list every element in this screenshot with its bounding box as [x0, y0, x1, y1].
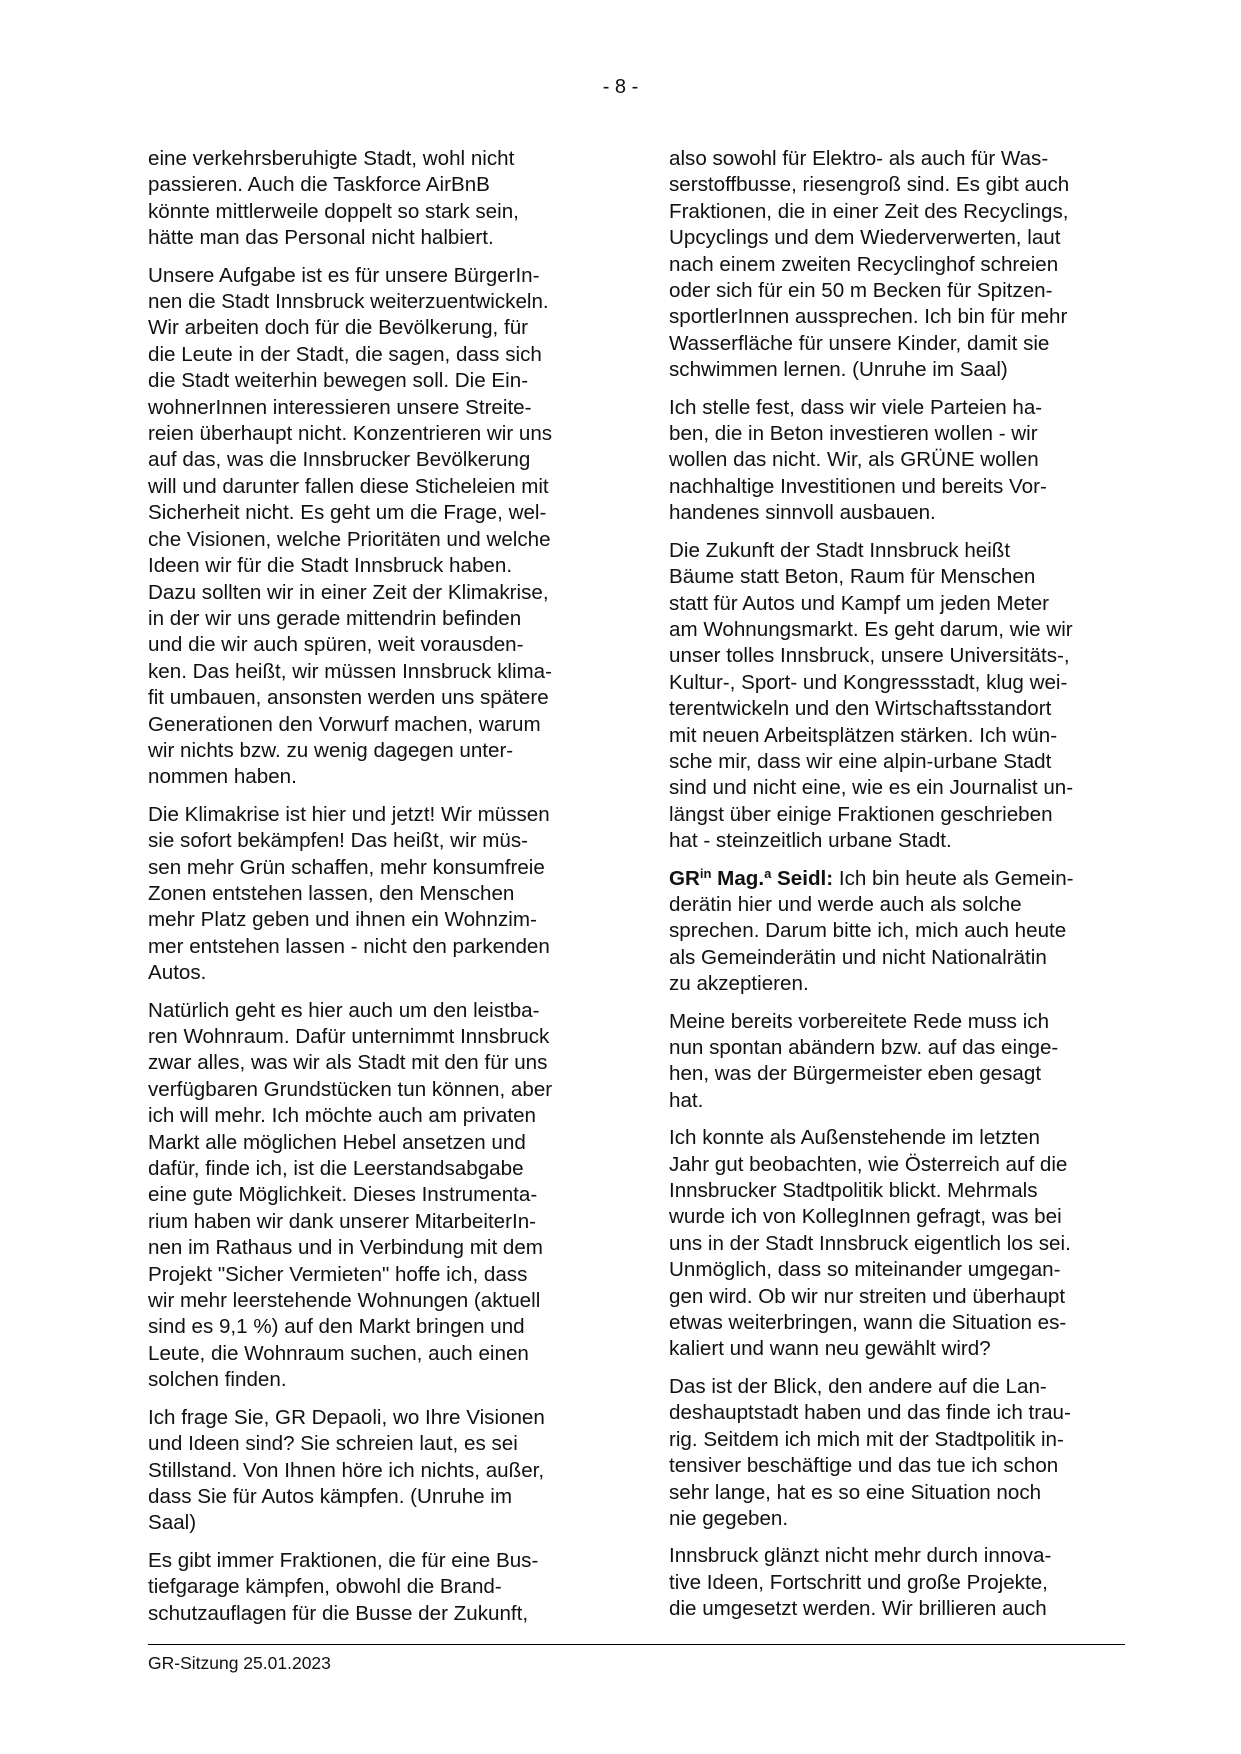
paragraph: also sowohl für Elektro- als auch für Was- serstoffbusse, riesengroß sind. Es gibt auch Fraktionen, die in einer Zeit des Recyclings, Upcyclings und dem Wiederverwerten, laut nach einem zweiten Recyclinghof schreien oder sich für ein 50 m Becken für Spitzen- sportlerInnen aussprechen. Ich bin für mehr Wasserfläche für unsere Kinder, damit sie schwimmen lernen. (Unruhe im Saal)	[669, 147, 1070, 382]
paragraph: Ich frage Sie, GR Depaoli, wo Ihre Visionen und Ideen sind? Sie schreien laut, es sei Stillstand. Von Ihnen höre ich nichts, außer, dass Sie für Autos kämpfen. (Unruhe im Saal)	[148, 1405, 545, 1535]
paragraph: Meine bereits vorbereitete Rede muss ich nun spontan abändern bzw. auf das einge- hen, was der Bürgermeister eben gesagt hat.	[669, 1009, 1059, 1112]
speaker-name: Seidl:	[771, 866, 834, 890]
paragraph: Das ist der Blick, den andere auf die Lan- deshauptstadt haben und das finde ich trau- rig. Seitdem ich mich mit der Stadtpolitik in- tensiver beschäftige und das tue ich schon sehr lange, hat es so eine Situation noch nie gegeben.	[669, 1374, 1071, 1530]
speaker-title-sup: a	[764, 865, 772, 881]
right-column	[669, 146, 1131, 1634]
page-number: - 8 -	[602, 76, 639, 98]
speaker-title: Mag.	[711, 866, 765, 890]
paragraph: Unsere Aufgabe ist es für unsere BürgerIn- nen die Stadt Innsbruck weiterzuentwickeln. Wir arbeiten doch für die Bevölkerung, für die Leute in der Stadt, die sagen, dass sich die Stadt weiterhin bewegen soll. Die Ein- wohnerInnen interessieren unsere Streite- reien überhaupt nicht. Konzentrieren wir uns auf das, was die Innsbrucker Bevölkerung will und darunter fallen diese Sticheleien mit Sicherheit nicht. Es geht um die Frage, wel- che Visionen, welche Prioritäten und welche Ideen wir für die Stadt Innsbruck haben. Dazu sollten wir in einer Zeit der Klimakrise, in der wir uns gerade mittendrin befinden und die wir auch spüren, weit vorausden- ken. Das heißt, wir müssen Innsbruck klima- fit umbauen, ansonsten werden uns spätere Generationen den Vorwurf machen, warum wir nichts bzw. zu wenig dagegen unter- nommen haben.	[148, 263, 553, 789]
paragraph: Es gibt immer Fraktionen, die für eine Bus- tiefgarage kämpfen, obwohl die Brand- schutzauflagen für die Busse der Zukunft,	[148, 1548, 539, 1625]
footer-divider	[148, 1644, 1125, 1645]
speaker-label	[669, 867, 833, 890]
paragraph: Natürlich geht es hier auch um den leistba- ren Wohnraum. Dafür unternimmt Innsbruck zwar alles, was wir als Stadt mit den für uns verfügbaren Grundstücken tun können, aber ich will mehr. Ich möchte auch am privaten Markt alle möglichen Hebel ansetzen und dafür, finde ich, ist die Leerstandsabgabe eine gute Möglichkeit. Dieses Instrumenta- rium haben wir dank unserer MitarbeiterIn- nen im Rathaus und in Verbindung mit dem Projekt "Sicher Vermieten" hoffe ich, dass wir mehr leerstehende Wohnungen (aktuell sind es 9,1 %) auf den Markt bringen und Leute, die Wohnraum suchen, auch einen solchen finden.	[148, 998, 553, 1392]
left-column	[148, 146, 610, 1638]
speaker-paragraph	[669, 866, 1131, 998]
speaker-text: Ich bin heute als Gemein- derätin hier und werde auch als solche sprechen. Darum bitte ich, mich auch heute als Gemeinderätin und nicht Nationalrätin zu akzeptieren.	[669, 866, 1074, 996]
footer-text: GR-Sitzung 25.01.2023	[148, 1653, 331, 1673]
speaker-prefix-sup: in	[699, 865, 712, 881]
paragraph: Ich stelle fest, dass wir viele Parteien ha- ben, die in Beton investieren wollen - wir wollen das nicht. Wir, als GRÜNE wollen nachhaltige Investitionen und bereits Vor- handenes sinnvoll ausbauen.	[669, 395, 1047, 525]
paragraph: Innsbruck glänzt nicht mehr durch innova- tive Ideen, Fortschritt und große Projekte, die umgesetzt werden. Wir brillieren auch	[669, 1544, 1052, 1621]
paragraph: Die Klimakrise ist hier und jetzt! Wir müssen sie sofort bekämpfen! Das heißt, wir müs- sen mehr Grün schaffen, mehr konsumfreie Zonen entstehen lassen, den Menschen mehr Platz geben und ihnen ein Wohnzim- mer entstehen lassen - nicht den parkenden Autos.	[148, 802, 550, 985]
paragraph: Ich konnte als Außenstehende im letzten Jahr gut beobachten, wie Österreich auf die Innsbrucker Stadtpolitik blickt. Mehrmals wurde ich von KollegInnen gefragt, was bei uns in der Stadt Innsbruck eigentlich los sei. Unmöglich, dass so miteinander umgegan- gen wird. Ob wir nur streiten und überhaupt etwas weiterbringen, wann die Situation es- kaliert und wann neu gewählt wird?	[669, 1126, 1071, 1361]
paragraph: Die Zukunft der Stadt Innsbruck heißt Bäume statt Beton, Raum für Menschen statt für Autos und Kampf um jeden Meter am Wohnungsmarkt. Es geht darum, wie wir unser tolles Innsbruck, unsere Universitäts-, Kultur-, Sport- und Kongressstadt, klug wei- terentwickeln und den Wirtschaftsstandort mit neuen Arbeitsplätzen stärken. Ich wün- sche mir, dass wir eine alpin-urbane Stadt sind und nicht eine, wie es ein Journalist un- längst über einige Fraktionen geschrieben hat - steinzeitlich urbane Stadt.	[669, 538, 1074, 853]
speaker-prefix: GR	[669, 866, 700, 890]
paragraph: eine verkehrsberuhigte Stadt, wohl nicht passieren. Auch die Taskforce AirBnB könnte mittlerweile doppelt so stark sein, hätte man das Personal nicht halbiert.	[148, 147, 519, 250]
